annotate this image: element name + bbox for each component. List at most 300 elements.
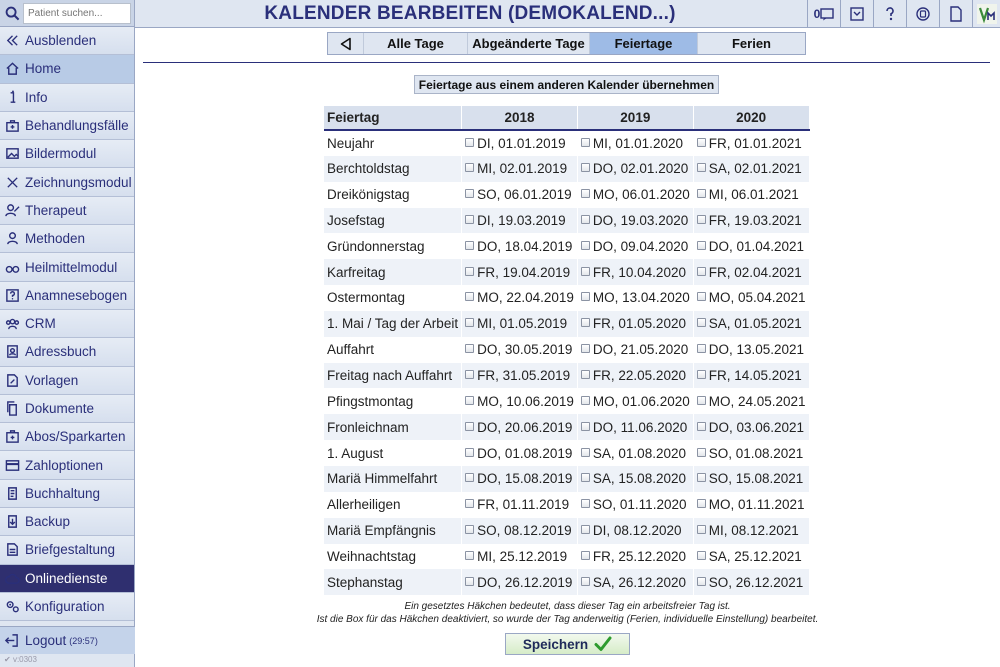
app-logo: [972, 0, 1000, 28]
holiday-name: Dreikönigstag: [324, 182, 462, 208]
holiday-date-cell: [462, 466, 578, 492]
question-box-icon: [4, 287, 20, 303]
holiday-date-cell: [462, 492, 578, 518]
holiday-date: MI, 25.12.2019: [477, 548, 568, 564]
holiday-date: DO, 26.12.2019: [477, 574, 573, 590]
sidebar-item-label: Methoden: [25, 231, 86, 247]
holiday-date-cell: [577, 388, 693, 414]
holiday-date: SA, 15.08.2020: [592, 471, 686, 487]
header: [135, 0, 1000, 28]
note-line-2: Ist die Box für das Häkchen deaktiviert, so wurde der Tag anderweitig (Ferien, individuelle Einstellung) bearbeitet.: [316, 614, 819, 625]
holiday-date-cell: [577, 182, 693, 208]
workday-off-checkbox[interactable]: [697, 499, 706, 508]
holiday-date-cell: [693, 388, 809, 414]
workday-off-checkbox[interactable]: [465, 448, 474, 457]
search-icon[interactable]: [3, 4, 21, 22]
sidebar-item-label: Behandlungsfälle: [25, 118, 129, 134]
support-headset-icon: [915, 6, 931, 22]
holiday-date: FR, 14.05.2021: [708, 368, 802, 384]
version-label: ✔ v:0303: [4, 655, 37, 664]
table-row: [324, 259, 809, 285]
template-icon: [4, 372, 20, 388]
holiday-date-cell: [462, 440, 578, 466]
medical-bag-icon: [4, 118, 20, 134]
note-line-1: Ein gesetztes Häkchen bedeutet, dass dieser Tag ein arbeitsfreier Tag ist.: [404, 601, 731, 612]
sidebar-item-label: Adressbuch: [25, 344, 97, 360]
workday-off-checkbox[interactable]: [465, 499, 474, 508]
holiday-name: Berchtoldstag: [324, 156, 462, 182]
sidebar-item-label: Vorlagen: [25, 372, 79, 388]
info-icon: [4, 89, 20, 105]
holiday-date: DO, 01.08.2019: [477, 445, 573, 461]
workday-off-checkbox[interactable]: [697, 370, 706, 379]
holiday-date: SO, 01.08.2021: [708, 445, 804, 461]
holiday-date: SO, 06.01.2019: [477, 187, 572, 203]
holiday-date-cell: [577, 285, 693, 311]
workday-off-checkbox[interactable]: [465, 344, 474, 353]
holiday-date: SO, 01.11.2020: [592, 497, 687, 513]
holiday-date: MO, 10.06.2019: [477, 393, 574, 409]
workday-off-checkbox[interactable]: [465, 241, 474, 250]
workday-off-checkbox[interactable]: [465, 163, 474, 172]
table-row: [324, 156, 809, 182]
logout-icon: [4, 633, 20, 649]
search-input[interactable]: [23, 3, 131, 24]
sidebar-item-therapeut[interactable]: [0, 197, 134, 225]
sidebar: [0, 0, 135, 667]
sidebar-item-label: Buchhaltung: [25, 485, 101, 501]
table-header-row: [324, 106, 809, 130]
logout-button[interactable]: [0, 626, 135, 654]
holiday-date: DO, 13.05.2021: [708, 342, 805, 358]
holiday-date-cell: [693, 466, 809, 492]
back-triangle-icon: [339, 37, 353, 51]
table-row: [324, 337, 809, 363]
glasses-icon: [4, 259, 20, 275]
holiday-date-cell: [462, 544, 578, 570]
holiday-date: SO, 15.08.2021: [708, 471, 804, 487]
tab-abgeaenderte-tage[interactable]: Abgeänderte Tage: [468, 33, 590, 54]
sidebar-item-label: Home: [25, 61, 62, 77]
column-header-2019: 2019: [577, 106, 693, 130]
page-title: KALENDER BEARBEITEN (DEMOKALEND...): [264, 3, 676, 24]
holiday-date: DI, 19.03.2019: [477, 212, 566, 228]
sidebar-item-heilmittelmodul[interactable]: [0, 253, 134, 281]
workday-off-checkbox[interactable]: [465, 551, 474, 560]
holiday-date-cell: [693, 130, 809, 156]
holiday-date-cell: [577, 466, 693, 492]
table-row: [324, 208, 809, 234]
table-row: [324, 363, 809, 389]
workday-off-checkbox[interactable]: [581, 138, 590, 147]
holiday-date-cell: [693, 440, 809, 466]
holiday-date-cell: [462, 259, 578, 285]
sidebar-item-zahloptionen[interactable]: [0, 451, 134, 479]
holiday-name: Pfingstmontag: [324, 388, 462, 414]
workday-off-checkbox[interactable]: [697, 551, 706, 560]
workday-off-checkbox[interactable]: [581, 292, 590, 301]
workday-off-checkbox[interactable]: [697, 525, 706, 534]
workday-off-checkbox[interactable]: [697, 138, 706, 147]
holiday-date: FR, 31.05.2019: [477, 368, 571, 384]
accounting-icon: [4, 485, 20, 501]
holiday-date: MI, 02.01.2019: [477, 161, 568, 177]
holiday-date-cell: [577, 492, 693, 518]
holiday-date: DO, 18.04.2019: [477, 238, 573, 254]
holiday-date-cell: [462, 518, 578, 544]
workday-off-checkbox[interactable]: [697, 318, 706, 327]
holiday-date-cell: [462, 311, 578, 337]
holiday-date-cell: [693, 569, 809, 595]
workday-off-checkbox[interactable]: [581, 163, 590, 172]
table-row: [324, 544, 809, 570]
workday-off-checkbox[interactable]: [697, 577, 706, 586]
sidebar-item-adressbuch[interactable]: [0, 338, 134, 366]
sidebar-item-label: Ausblenden: [25, 33, 97, 49]
holiday-name: Ostermontag: [324, 285, 462, 311]
holiday-name: Weihnachtstag: [324, 544, 462, 570]
sidebar-nav: [0, 27, 134, 621]
table-row: [324, 285, 809, 311]
sidebar-item-anamnesebogen[interactable]: [0, 282, 134, 310]
subscription-card-icon: [4, 429, 20, 445]
sidebar-item-briefgestaltung[interactable]: [0, 536, 134, 564]
holiday-date: FR, 22.05.2020: [592, 368, 686, 384]
holiday-date: DO, 03.06.2021: [708, 419, 805, 435]
holiday-date-cell: [577, 518, 693, 544]
workday-off-checkbox[interactable]: [465, 318, 474, 327]
drawing-tools-icon: [4, 174, 20, 190]
workday-off-checkbox[interactable]: [581, 473, 590, 482]
workday-off-checkbox[interactable]: [581, 577, 590, 586]
holiday-date-cell: [462, 156, 578, 182]
holiday-date-cell: [693, 208, 809, 234]
holiday-date-cell: [693, 492, 809, 518]
holiday-name: Josefstag: [324, 208, 462, 234]
holiday-date-cell: [462, 208, 578, 234]
holiday-name: 1. Mai / Tag der Arbeit: [324, 311, 462, 337]
sidebar-item-buchhaltung[interactable]: [0, 480, 134, 508]
sidebar-item-label: Heilmittelmodul: [25, 259, 118, 275]
support-button[interactable]: [906, 0, 939, 28]
workday-off-checkbox[interactable]: [697, 422, 706, 431]
sidebar-item-info[interactable]: [0, 84, 134, 112]
holiday-date: DI, 01.01.2019: [477, 135, 566, 151]
sidebar-item-crm[interactable]: [0, 310, 134, 338]
workday-off-checkbox[interactable]: [581, 396, 590, 405]
holiday-date: FR, 02.04.2021: [708, 264, 802, 280]
sidebar-item-label: Backup: [25, 514, 71, 530]
checkmark-icon: [594, 636, 612, 652]
save-label: Speichern: [522, 636, 589, 652]
workday-off-checkbox[interactable]: [465, 370, 474, 379]
workday-off-checkbox[interactable]: [697, 215, 706, 224]
document-button[interactable]: [939, 0, 972, 28]
tab-ferien[interactable]: Ferien: [731, 36, 771, 51]
cloud-icon: [4, 570, 20, 586]
credit-card-icon: [4, 457, 20, 473]
sidebar-item-label: Abos/Sparkarten: [25, 429, 126, 445]
address-book-icon: [4, 344, 20, 360]
holiday-name: 1. August: [324, 440, 462, 466]
workday-off-checkbox[interactable]: [697, 473, 706, 482]
sidebar-item-dokumente[interactable]: [0, 395, 134, 423]
holiday-date-cell: [693, 182, 809, 208]
sidebar-item-label: Therapeut: [25, 202, 87, 218]
tab-bar: [327, 32, 806, 55]
holiday-date-cell: [577, 363, 693, 389]
holiday-date-cell: [577, 414, 693, 440]
holiday-date-cell: [577, 569, 693, 595]
table-row: [324, 466, 809, 492]
holiday-date-cell: [462, 233, 578, 259]
sidebar-item-behandlungsfaelle[interactable]: [0, 112, 134, 140]
holiday-date-cell: [462, 182, 578, 208]
workday-off-checkbox[interactable]: [581, 525, 590, 534]
holiday-date: FR, 25.12.2020: [592, 548, 686, 564]
holiday-date: DI, 08.12.2020: [592, 523, 682, 539]
holiday-date: MI, 01.05.2019: [477, 316, 568, 332]
help-button[interactable]: [873, 0, 906, 28]
sidebar-item-label: CRM: [25, 316, 56, 332]
save-button[interactable]: [505, 633, 630, 655]
sidebar-item-home[interactable]: [0, 55, 134, 83]
sidebar-item-label: Onlinedienste: [25, 570, 108, 586]
holiday-date-cell: [577, 311, 693, 337]
holiday-date-cell: [462, 569, 578, 595]
sidebar-item-label: Bildermodul: [25, 146, 97, 162]
workday-off-checkbox[interactable]: [697, 241, 706, 250]
holiday-date: DO, 15.08.2019: [477, 471, 573, 487]
backup-icon: [4, 514, 20, 530]
inbox-button[interactable]: [840, 0, 873, 28]
table-row: [324, 414, 809, 440]
holiday-date-cell: [577, 440, 693, 466]
workday-off-checkbox[interactable]: [581, 422, 590, 431]
holiday-name: Mariä Himmelfahrt: [324, 466, 462, 492]
holiday-date-cell: [577, 208, 693, 234]
holiday-date: DO, 30.05.2019: [477, 342, 573, 358]
holiday-date-cell: [462, 337, 578, 363]
holiday-name: Freitag nach Auffahrt: [324, 363, 462, 389]
sidebar-item-vorlagen[interactable]: [0, 367, 134, 395]
patient-search: [0, 0, 134, 27]
holiday-date: DO, 11.06.2020: [592, 419, 688, 435]
holiday-date: MI, 01.01.2020: [592, 135, 683, 151]
sidebar-item-label: Info: [25, 89, 48, 105]
holidays-table: [324, 106, 810, 595]
tab-feiertage[interactable]: Feiertage: [590, 33, 698, 54]
workday-off-checkbox[interactable]: [465, 267, 474, 276]
sidebar-item-label: Zeichnungsmodul: [25, 174, 132, 190]
holiday-name: Karfreitag: [324, 259, 462, 285]
workday-off-checkbox[interactable]: [581, 318, 590, 327]
holiday-date: MO, 01.11.2021: [708, 497, 805, 513]
sidebar-item-ausblenden[interactable]: [0, 27, 134, 55]
holiday-date-cell: [693, 544, 809, 570]
workday-off-checkbox[interactable]: [581, 267, 590, 276]
workday-off-checkbox[interactable]: [581, 370, 590, 379]
holiday-date: MI, 06.01.2021: [708, 187, 799, 203]
workday-off-checkbox[interactable]: [581, 241, 590, 250]
sidebar-item-abos-sparkarten[interactable]: [0, 423, 134, 451]
holiday-name: Stephanstag: [324, 569, 462, 595]
holidays-table-body: [324, 130, 809, 595]
workday-off-checkbox[interactable]: [581, 551, 590, 560]
holiday-date: SA, 02.01.2021: [708, 161, 802, 177]
sidebar-item-backup[interactable]: [0, 508, 134, 536]
gears-icon: [4, 599, 20, 615]
holiday-date: FR, 01.11.2019: [477, 497, 570, 513]
workday-off-checkbox[interactable]: [465, 292, 474, 301]
notification-count: 0: [813, 7, 821, 21]
column-header-2018: 2018: [462, 106, 578, 130]
sidebar-item-konfiguration[interactable]: [0, 593, 134, 621]
holiday-date: MO, 13.04.2020: [592, 290, 690, 306]
holiday-date: MO, 01.06.2020: [592, 393, 690, 409]
column-header-2020: 2020: [693, 106, 809, 130]
holiday-date: DO, 01.04.2021: [708, 238, 805, 254]
workday-off-checkbox[interactable]: [465, 215, 474, 224]
holiday-date-cell: [577, 337, 693, 363]
sidebar-item-zeichnungsmodul[interactable]: [0, 168, 134, 196]
home-icon: [4, 61, 20, 77]
workday-off-checkbox[interactable]: [465, 422, 474, 431]
sidebar-item-onlinedienste[interactable]: [0, 565, 134, 593]
workday-off-checkbox[interactable]: [465, 396, 474, 405]
holiday-date-cell: [693, 285, 809, 311]
workday-off-checkbox[interactable]: [581, 344, 590, 353]
holiday-name: Allerheiligen: [324, 492, 462, 518]
holiday-name: Neujahr: [324, 130, 462, 156]
holiday-date: DO, 21.05.2020: [592, 342, 689, 358]
holiday-date: MI, 08.12.2021: [708, 523, 799, 539]
logout-label: Logout: [25, 633, 67, 648]
workday-off-checkbox[interactable]: [465, 473, 474, 482]
table-row: [324, 311, 809, 337]
holiday-date: DO, 09.04.2020: [592, 238, 689, 254]
sidebar-item-methoden[interactable]: [0, 225, 134, 253]
message-icon: [820, 8, 834, 21]
table-row: [324, 569, 809, 595]
holiday-date: SA, 01.05.2021: [708, 316, 802, 332]
back-button[interactable]: [328, 33, 364, 54]
sidebar-item-label: Zahloptionen: [25, 457, 104, 473]
holiday-date: DO, 20.06.2019: [477, 419, 573, 435]
holiday-date-cell: [693, 259, 809, 285]
double-chevron-left-icon: [4, 33, 20, 49]
holiday-date-cell: [693, 518, 809, 544]
holiday-date-cell: [693, 337, 809, 363]
documents-icon: [4, 401, 20, 417]
holiday-date-cell: [577, 233, 693, 259]
therapist-icon: [4, 202, 20, 218]
tab-alle-tage[interactable]: Alle Tage: [364, 33, 468, 54]
table-row: [324, 518, 809, 544]
holiday-date: MO, 06.01.2020: [592, 187, 690, 203]
holiday-date-cell: [577, 259, 693, 285]
holiday-date: DO, 19.03.2020: [592, 212, 689, 228]
holiday-name: Gründonnerstag: [324, 233, 462, 259]
workday-off-checkbox[interactable]: [465, 138, 474, 147]
copy-holidays-button[interactable]: Feiertage aus einem anderen Kalender übernehmen: [414, 75, 719, 94]
holiday-date-cell: [577, 130, 693, 156]
holiday-date: FR, 01.05.2020: [592, 316, 686, 332]
sidebar-item-label: Anamnesebogen: [25, 287, 128, 303]
workday-off-checkbox[interactable]: [465, 189, 474, 198]
holiday-date-cell: [693, 414, 809, 440]
workday-off-checkbox[interactable]: [697, 267, 706, 276]
workday-off-checkbox[interactable]: [465, 525, 474, 534]
workday-off-checkbox[interactable]: [581, 189, 590, 198]
users-icon: [4, 316, 20, 332]
logo-icon: [976, 3, 998, 25]
image-icon: [4, 146, 20, 162]
holiday-date: FR, 01.01.2021: [708, 135, 802, 151]
help-icon: [883, 6, 897, 22]
workday-off-checkbox[interactable]: [581, 499, 590, 508]
holiday-date: MO, 24.05.2021: [708, 393, 806, 409]
workday-off-checkbox[interactable]: [581, 448, 590, 457]
workday-off-checkbox[interactable]: [697, 163, 706, 172]
methods-icon: [4, 231, 20, 247]
holiday-date: DO, 02.01.2020: [592, 161, 689, 177]
holiday-date: SA, 26.12.2020: [592, 574, 686, 590]
holiday-date-cell: [577, 156, 693, 182]
table-row: [324, 492, 809, 518]
table-row: [324, 233, 809, 259]
holiday-date: SA, 25.12.2021: [708, 548, 802, 564]
holiday-name: Mariä Empfängnis: [324, 518, 462, 544]
document-icon: [949, 6, 963, 22]
sidebar-item-label: Briefgestaltung: [25, 542, 116, 558]
holiday-date-cell: [577, 544, 693, 570]
table-row: [324, 182, 809, 208]
holiday-date: SO, 08.12.2019: [477, 523, 572, 539]
holiday-date-cell: [462, 414, 578, 440]
holiday-date-cell: [693, 311, 809, 337]
holiday-date-cell: [462, 130, 578, 156]
holiday-date: MO, 22.04.2019: [477, 290, 574, 306]
letter-design-icon: [4, 542, 20, 558]
sidebar-item-label: Dokumente: [25, 401, 95, 416]
holiday-date-cell: [693, 363, 809, 389]
workday-off-checkbox[interactable]: [697, 292, 706, 301]
session-timer: (29:57): [69, 635, 98, 646]
workday-off-checkbox[interactable]: [697, 448, 706, 457]
holiday-date: MO, 05.04.2021: [708, 290, 806, 306]
holiday-date-cell: [693, 156, 809, 182]
holiday-date-cell: [462, 388, 578, 414]
notification-counter-button[interactable]: [807, 0, 840, 28]
workday-off-checkbox[interactable]: [465, 577, 474, 586]
holiday-date-cell: [462, 363, 578, 389]
sidebar-item-bildermodul[interactable]: [0, 140, 134, 168]
holiday-date: SA, 01.08.2020: [592, 445, 686, 461]
table-row: [324, 130, 809, 156]
divider: [143, 62, 990, 63]
workday-off-checkbox[interactable]: [697, 396, 706, 405]
holiday-date: FR, 19.03.2021: [708, 212, 802, 228]
version-value: v:0303: [12, 655, 37, 664]
workday-off-checkbox[interactable]: [697, 344, 706, 353]
holiday-date: FR, 10.04.2020: [592, 264, 686, 280]
table-row: [324, 388, 809, 414]
table-row: [324, 440, 809, 466]
workday-off-checkbox[interactable]: [697, 189, 706, 198]
workday-off-checkbox[interactable]: [581, 215, 590, 224]
holiday-date-cell: [693, 233, 809, 259]
